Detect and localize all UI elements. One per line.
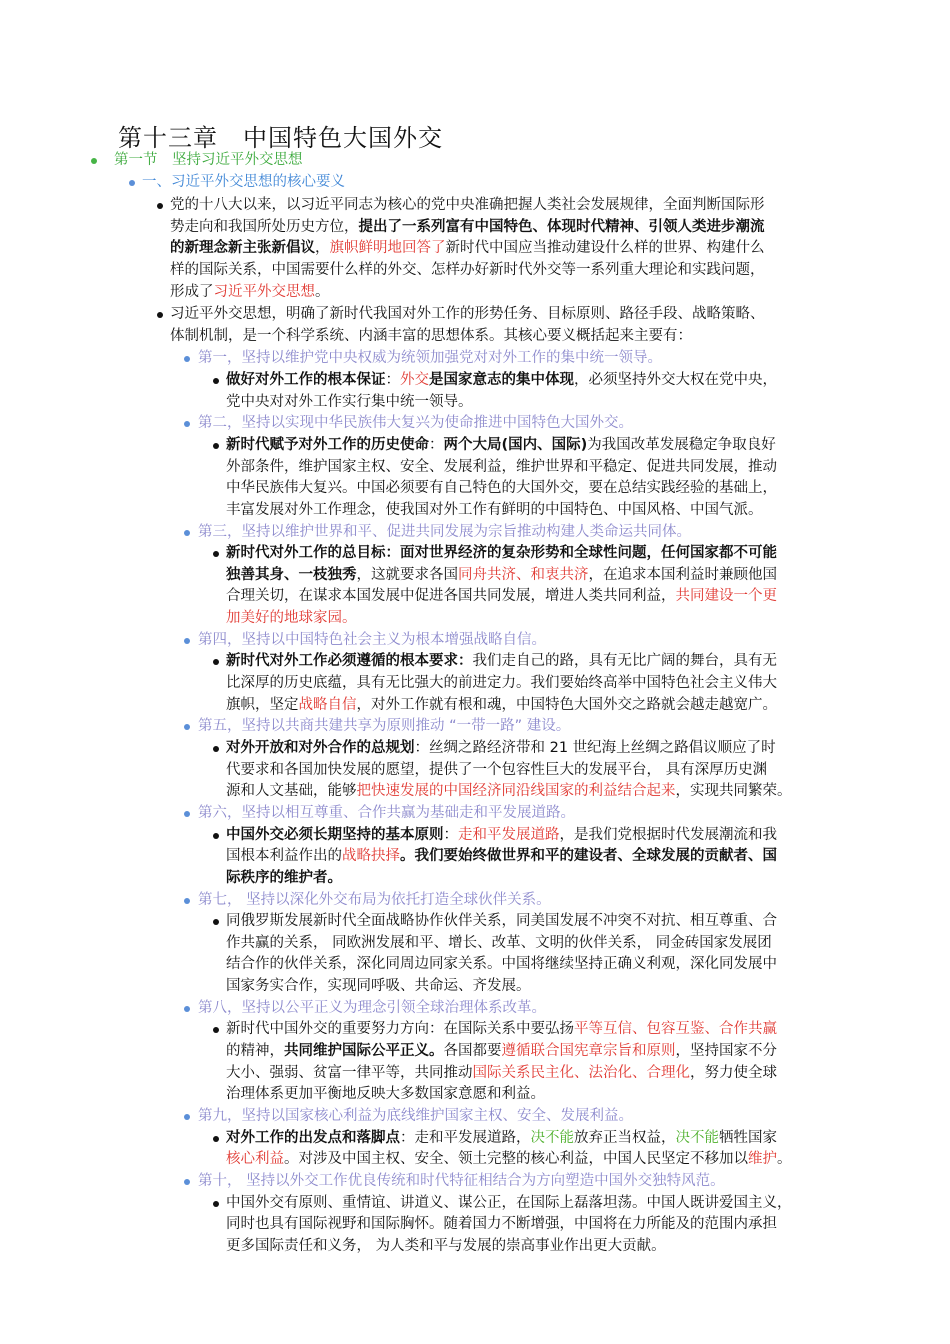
point-detail-line [226,1193,792,1215]
paragraph-line [170,195,765,217]
text-span: 中国外交必须长期坚持的基本原则 [226,826,444,843]
point-detail-line [226,695,777,717]
text-span: 势走向和我国所处历史方位， [170,218,359,235]
point-detail-line [226,457,777,479]
point-detail-line [226,1019,777,1041]
point-bullet [184,1006,190,1012]
point-detail-line [226,1041,777,1063]
point-bullet [184,898,190,904]
text-span: 核心利益 [226,1151,284,1168]
point-heading: 第一，坚持以维护党中央权威为统领加强党对对外工作的集中统一领导。 [198,350,662,367]
text-span: 的新理念新主张新倡议 [170,240,315,257]
text-span: 。我们要始终做世界和平的建设者、全球发展的贡献者、国 [400,848,777,865]
point-detail-line [226,933,772,955]
point-detail-line [226,673,777,695]
text-span: 对外工作的出发点和落脚点 [226,1129,400,1146]
text-span: 习近平外交思想 [213,283,315,300]
text-span: 新时代中国外交的重要努力方向：在国际关系中要弘扬 [226,1021,574,1038]
text-span: ： [385,372,400,388]
text-span: 样的国际关系，中国需要什么样的外交、怎样办好新时代外交等一系列重大理论和实践问题， [170,262,765,278]
text-span: 。 [315,283,330,300]
text-span: 提出了一系列富有中国特色、体现时代精神、引领人类进步潮流 [358,218,765,235]
point-detail-line [226,478,777,500]
point-detail-line [226,1063,777,1085]
point-heading: 第四，坚持以中国特色社会主义为根本增强战略自信。 [198,631,546,648]
point-heading: 第九，坚持以国家核心利益为底线维护国家主权、安全、发展利益。 [198,1108,633,1124]
text-span: 维护 [748,1151,777,1168]
text-span: 的精神， [226,1043,284,1059]
text-span: ， [315,240,330,257]
point-detail-bullet [213,833,219,839]
text-span: 两个大局(国内、国际) [443,437,588,453]
text-span: 形成了 [170,283,214,300]
point-detail-line [226,976,531,998]
point-detail-line [226,825,777,847]
subsection-bullet [129,180,135,186]
text-span: 源和人文基础，能够 [226,783,357,800]
text-span: ： [443,826,458,843]
text-span: 中国外交有原则、重情谊、讲道义、谋公正，在国际上磊落坦荡。中国人既讲爱国主义， [226,1194,792,1211]
point-detail-line [226,651,777,673]
point-detail-line [226,954,777,976]
point-heading: 第六，坚持以相互尊重、合作共赢为基础走和平发展道路。 [198,805,575,821]
point-bullet [184,811,190,817]
text-span: 更多国际责任和义务， 为人类和平与发展的崇高事业作出更大贡献。 [226,1237,666,1254]
point-detail-line [226,1214,777,1236]
text-span: 大小、强弱、贫富一律平等，共同推动 [226,1064,473,1081]
text-span: 牺牲国家 [719,1129,777,1146]
point-detail-line [226,1084,545,1106]
text-span: 国际关系民主化、法治化、合理化 [472,1064,690,1081]
point-detail-line [226,370,777,392]
point-heading: 第十， 坚持以外交工作优良传统和时代特征相结合为方向塑造中国外交独特风范。 [198,1173,725,1189]
point-detail-line [226,738,776,760]
section-bullet [91,158,97,164]
text-span: 作共赢的关系， 同欧洲发展和平、增长、改革、文明的伙伴关系， 同金砖国家发展团 [226,934,772,951]
text-span: 体制机制，是一个科学系统、内涵丰富的思想体系。其核心要义概括起来主要有： [170,327,692,344]
point-detail-line [226,500,763,522]
point-detail-line [226,781,792,803]
point-detail-line [226,1149,792,1171]
text-span: 代要求和各国加快发展的愿望，提供了一个包容性巨大的发展平台， 具有深厚历史渊 [226,761,768,778]
text-span: 放弃正当权益， [574,1129,676,1146]
point-detail-line [226,543,777,565]
text-span: 对外开放和对外合作的总规划 [226,740,415,756]
point-heading: 第二，坚持以实现中华民族伟大复兴为使命推进中国特色大国外交。 [198,415,633,432]
text-span: 际秩序的维护者。 [226,869,342,886]
point-bullet [184,1114,190,1120]
text-span: 共同维护国际公平正义。 [284,1043,444,1059]
text-span: ，这就要求各国 [356,566,458,583]
point-detail-line [226,1128,777,1150]
point-detail-bullet [213,443,219,449]
text-span: 外部条件，维护国家主权、安全、发展利益，维护世界和平稳定、促进共同发展，推动 [226,458,777,475]
text-span: 国根本利益作出的 [226,848,342,865]
point-bullet [184,530,190,536]
text-span: ： [429,437,444,453]
text-span: 外交 [400,372,429,388]
text-span: 新时代对外工作必须遵循的根本要求： [226,653,473,670]
point-detail-bullet [213,1136,219,1142]
text-span: ，是我们党根据时代发展潮流和我 [559,826,777,843]
point-detail-bullet [213,919,219,925]
text-span: 把快速发展的中国经济同沿线国家的利益结合起来 [356,783,676,800]
text-span: 新时代赋予对外工作的历史使命 [226,437,429,453]
paragraph-bullet [157,203,163,209]
paragraph-line [170,238,765,260]
text-span: 我们走自己的路，具有无比广阔的舞台，具有无 [472,653,777,670]
text-span: ，努力使全球 [690,1064,777,1081]
point-bullet [184,1179,190,1185]
point-detail-bullet [213,551,219,557]
text-span: 旗帜鲜明地回答了 [329,240,446,257]
text-span: 走和平发展道路 [458,826,560,843]
text-span: 各国都要 [443,1043,502,1059]
point-detail-line [226,392,473,414]
text-span: ，坚持国家不分 [675,1043,777,1059]
text-span: 习近平外交思想，明确了新时代我国对外工作的形势任务、目标原则、路径手段、战略策略、 [170,306,765,323]
point-heading: 第五，坚持以共商共建共享为原则推动 “一带一路” 建设。 [198,718,571,735]
text-span: ：走和平发展道路， [400,1129,531,1146]
point-heading: 第七， 坚持以深化外交布局为依托打造全球伙伴关系。 [198,891,551,908]
point-detail-line [226,1236,666,1258]
text-span: 。对涉及中国主权、安全、领土完整的核心利益，中国人民坚定不移加以 [284,1151,748,1168]
text-span: 结合作的伙伴关系，深化同周边同家关系。中国将继续坚持正确义利观，深化同发展中 [226,956,777,973]
text-span: 决不能 [530,1129,574,1146]
text-span: ：丝绸之路经济带和 21 世纪海上丝绸之路倡议顺应了时 [414,740,776,756]
point-detail-line [226,911,777,933]
point-detail-bullet [213,1201,219,1207]
text-span: 国家务实合作，实现同呼吸、共命运、齐发展。 [226,978,531,994]
point-detail-bullet [213,378,219,384]
text-span: 比深厚的历史底蕴，具有无比强大的前进定力。我们要始终高举中国特色社会主义伟大 [226,675,777,691]
text-span: 同俄罗斯发展新时代全面战略协作伙伴关系，同美国发展不冲突不对抗、相互尊重、合 [226,913,777,930]
text-span: 合理关切，在谋求本国发展中促进各国共同发展，增进人类共同利益， [226,588,676,605]
text-span: 独善其身、一枝独秀 [226,566,357,583]
text-span: 新时代中国应当推动建设什么样的世界、构建什么 [445,240,765,257]
point-detail-line [226,868,342,890]
point-bullet [184,638,190,644]
text-span: ，对外工作就有根和魂，中国特色大国外交之路就会越走越宽广。 [356,696,777,713]
point-detail-line [226,846,777,868]
text-span: 同舟共济、和衷共济 [458,566,589,583]
text-span: 治理体系更加平衡地反映大多数国家意愿和利益。 [226,1086,545,1103]
point-detail-bullet [213,1027,219,1033]
text-span: 同时也具有国际视野和国际胸怀。随着国力不断增强，中国将在力所能及的范围内承担 [226,1216,777,1233]
point-detail-line [226,435,776,457]
point-bullet [184,421,190,427]
point-detail-line [226,586,777,608]
point-detail-line [226,565,777,587]
point-bullet [184,356,190,362]
point-detail-line [226,608,357,630]
point-detail-bullet [213,659,219,665]
paragraph-bullet [157,312,163,318]
paragraph-line [170,217,765,239]
text-span: ，必须坚持外交大权在党中央， [574,372,777,388]
text-span: 加美好的地球家园。 [226,610,357,626]
chapter-title: 第十三章 中国特色大国外交 [118,124,443,152]
paragraph-line [170,260,765,282]
text-span: 平等互信、包容互鉴、合作共赢 [574,1021,777,1038]
text-span: 做好对外工作的根本保证 [226,372,386,388]
text-span: 。 [777,1151,792,1168]
text-span: 共同建设一个更 [675,588,777,605]
paragraph-line [170,326,692,348]
text-span: 遵循联合国宪章宗旨和原则 [501,1043,676,1059]
point-heading: 第八，坚持以公平正义为理念引领全球治理体系改革。 [198,999,546,1016]
text-span: 旗帜，坚定 [226,696,299,713]
text-span: ，在追求本国利益时兼顾他国 [588,566,777,583]
text-span: 决不能 [675,1129,719,1146]
subsection-heading: 一、习近平外交思想的核心要义 [142,173,345,190]
text-span: 党的十八大以来，以习近平同志为核心的党中央准确把握人类社会发展规律，全面判断国际形 [170,197,765,214]
text-span: ，实现共同繁荣。 [675,783,792,800]
text-span: 中华民族伟大复兴。中国必须要有自己特色的大国外交，要在总结实践经验的基础上， [226,480,777,497]
text-span: 新时代对外工作的总目标：面对世界经济的复杂形势和全球性问题，任何国家都不可能 [226,545,777,562]
point-heading: 第三，坚持以维护世界和平、促进共同发展为宗旨推动构建人类命运共同体。 [198,523,691,540]
text-span: 党中央对对外工作实行集中统一领导。 [226,393,473,410]
paragraph-line [170,304,765,326]
section-heading: 第一节 坚持习近平外交思想 [114,152,303,168]
point-bullet [184,724,190,730]
text-span: 战略抉择 [342,848,400,865]
text-span: 为我国改革发展稳定争取良好 [587,437,776,453]
point-detail-bullet [213,746,219,752]
point-detail-line [226,760,767,782]
text-span: 战略自信 [298,696,357,713]
paragraph-line [170,282,330,304]
text-span: 是国家意志的集中体现 [429,372,574,388]
text-span: 丰富发展对外工作理念，使我国对外工作有鲜明的中国特色、中国风格、中国气派。 [226,501,763,518]
